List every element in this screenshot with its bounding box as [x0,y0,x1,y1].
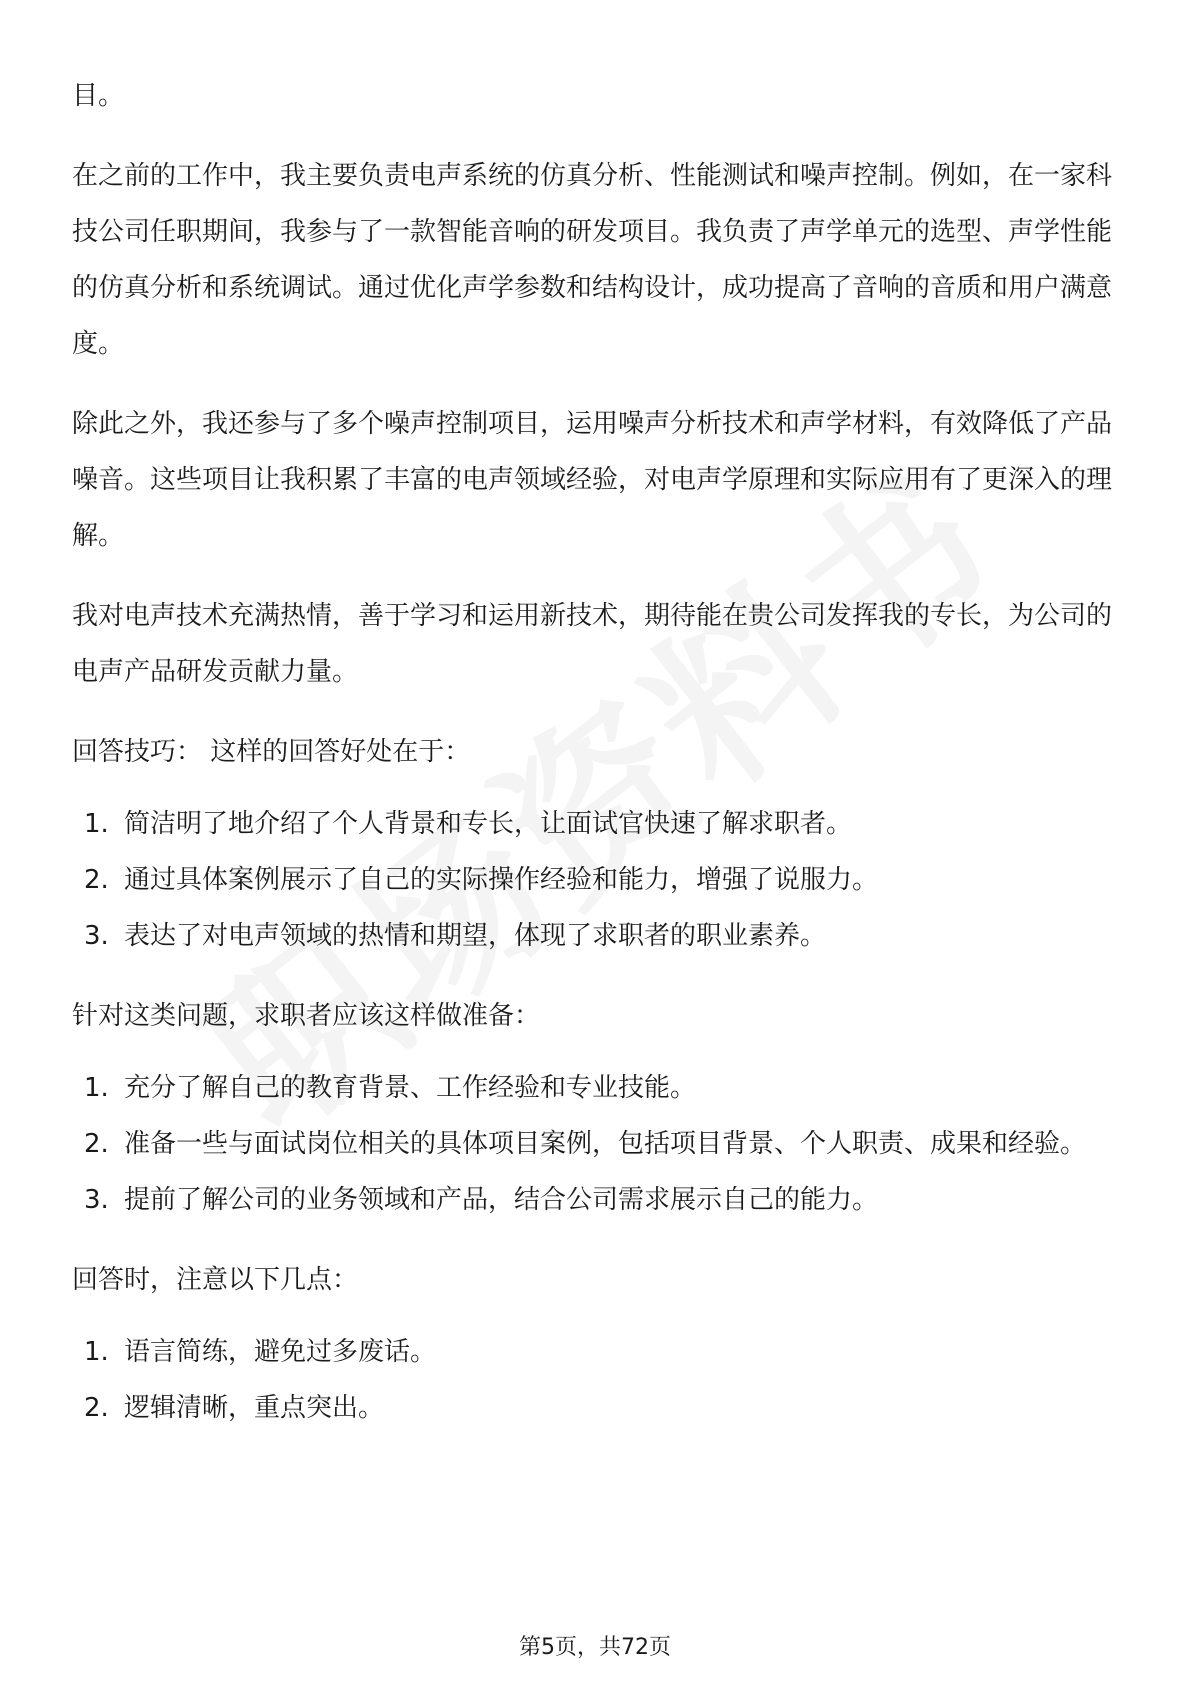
list-number: 2. [84,1393,109,1423]
list-number: 1. [84,1073,109,1103]
list-text: 语言简练，避免过多废话。 [124,1337,437,1367]
notes-list [72,1324,1118,1436]
list-text: 充分了解自己的教育背景、工作经验和专业技能。 [124,1073,697,1103]
list-item [72,1380,1118,1436]
list-text: 表达了对电声领域的热情和期望，体现了求职者的职业素养。 [124,921,827,951]
list-number: 2. [84,1129,109,1159]
list-item [72,908,1118,964]
paragraph-work-experience: 在之前的工作中，我主要负责电声系统的仿真分析、性能测试和噪声控制。例如，在一家科技公司任职期间，我参与了一款智能音响的研发项目。我负责了声学单元的选型、声学性能的仿真分析和系统调试。通过优化声学参数和结构设计，成功提高了音响的音质和用户满意度。 [72,161,1113,359]
list-number: 3. [84,921,109,951]
list-item [72,1324,1118,1380]
list-text: 提前了解公司的业务领域和产品，结合公司需求展示自己的能力。 [124,1185,879,1215]
list-number: 3. [84,1185,109,1215]
prep-list [72,1060,1118,1228]
list-item [72,852,1118,908]
list-number: 2. [84,865,109,895]
list-item [72,796,1118,852]
list-text: 通过具体案例展示了自己的实际操作经验和能力，增强了说服力。 [124,865,879,895]
list-item [72,1116,1118,1172]
paragraph-noise-projects: 除此之外，我还参与了多个噪声控制项目，运用噪声分析技术和声学材料，有效降低了产品噪音。这些项目让我积累了丰富的电声领域经验，对电声学原理和实际应用有了更深入的理解。 [72,409,1113,551]
list-text: 简洁明了地介绍了个人背景和专长，让面试官快速了解求职者。 [124,809,853,839]
paragraph-continuation: 目。 [72,81,125,111]
list-item [72,1060,1118,1116]
list-number: 1. [84,809,109,839]
list-text: 逻辑清晰，重点突出。 [124,1393,385,1423]
list-number: 1. [84,1337,109,1367]
paragraph-passion: 我对电声技术充满热情，善于学习和运用新技术，期待能在贵公司发挥我的专长，为公司的电声产品研发贡献力量。 [72,601,1113,687]
document-body [72,68,1118,1460]
list-item [72,1172,1118,1228]
list-text: 准备一些与面试岗位相关的具体项目案例，包括项目背景、个人职责、成果和经验。 [124,1129,1087,1159]
tips-list [72,796,1118,964]
notes-heading: 回答时，注意以下几点： [72,1265,359,1295]
tips-heading: 回答技巧： 这样的回答好处在于： [72,737,471,767]
page-number-footer: 第5页，共72页 [519,1635,671,1660]
prep-heading: 针对这类问题，求职者应该这样做准备： [72,1001,541,1031]
